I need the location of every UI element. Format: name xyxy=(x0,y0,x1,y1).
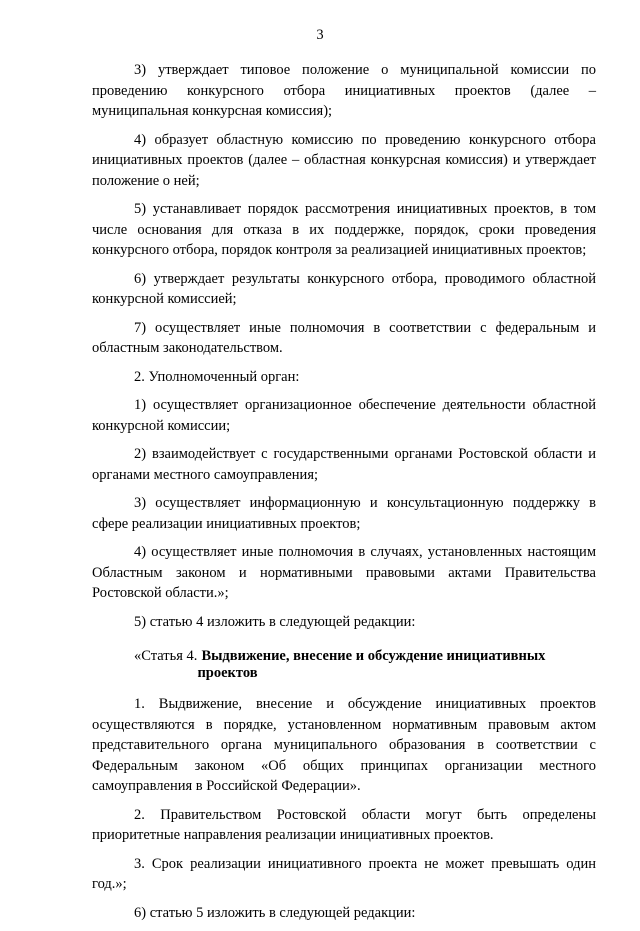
paragraph-item-5: 5) устанавливает порядок рассмотрения инициативных проектов, в том числе основания для отказа в их поддержке, порядок, сроки проведения конкурсного отбора, порядок контроля за реализацией инициативных проектов; xyxy=(92,201,596,258)
paragraph-authority-item-4: 4) осуществляет иные полномочия в случаях, установленных настоящим Областным законом и нормативными правовыми актами Правительства Ростовской области.»; xyxy=(92,544,596,601)
paragraph-authority-item-1: 1) осуществляет организационное обеспечение деятельности областной конкурсной комиссии; xyxy=(92,397,596,434)
paragraph-item-7: 7) осуществляет иные полномочия в соответствии с федеральным и областным законодательством. xyxy=(92,319,596,356)
article-4-clause-3: 3. Срок реализации инициативного проекта не может превышать один год.»; xyxy=(92,855,596,892)
article-4-heading xyxy=(92,648,596,682)
article-4-clause-2: 2. Правительством Ростовской области могут быть определены приоритетные направления реализации инициативных проектов. xyxy=(92,806,596,843)
section-2-heading: 2. Уполномоченный орган: xyxy=(134,368,300,385)
amendment-instruction-article-5: 6) статью 5 изложить в следующей редакции: xyxy=(134,904,416,921)
paragraph-authority-item-2: 2) взаимодействует с государственными органами Ростовской области и органами местного самоуправления; xyxy=(92,446,596,483)
article-4-prefix: «Статья 4. xyxy=(134,648,198,664)
document-body xyxy=(92,60,596,931)
amendment-instruction-article-4: 5) статью 4 изложить в следующей редакции: xyxy=(134,613,416,630)
paragraph-item-6: 6) утверждает результаты конкурсного отбора, проводимого областной конкурсной комиссией; xyxy=(92,270,596,307)
paragraph-authority-item-3: 3) осуществляет информационную и консультационную поддержку в сфере реализации инициативных проектов; xyxy=(92,495,596,532)
page-number: 3 xyxy=(316,27,324,43)
article-4-clause-1: 1. Выдвижение, внесение и обсуждение инициативных проектов осуществляются в порядке, установленном нормативным правовым актом представительного органа муниципального образования в соответствии с Федеральным законом «Об общих принципах организации местного самоуправления в Российской Федерации». xyxy=(92,696,596,794)
article-4-title: Выдвижение, внесение и обсуждение инициативных проектов xyxy=(197,648,546,681)
paragraph-item-3: 3) утверждает типовое положение о муниципальной комиссии по проведению конкурсного отбора инициативных проектов (далее – муниципальная конкурсная комиссия); xyxy=(92,62,596,119)
paragraph-item-4: 4) образует областную комиссию по проведению конкурсного отбора инициативных проектов (далее – областная конкурсная комиссия) и утверждает положение о ней; xyxy=(92,131,596,189)
